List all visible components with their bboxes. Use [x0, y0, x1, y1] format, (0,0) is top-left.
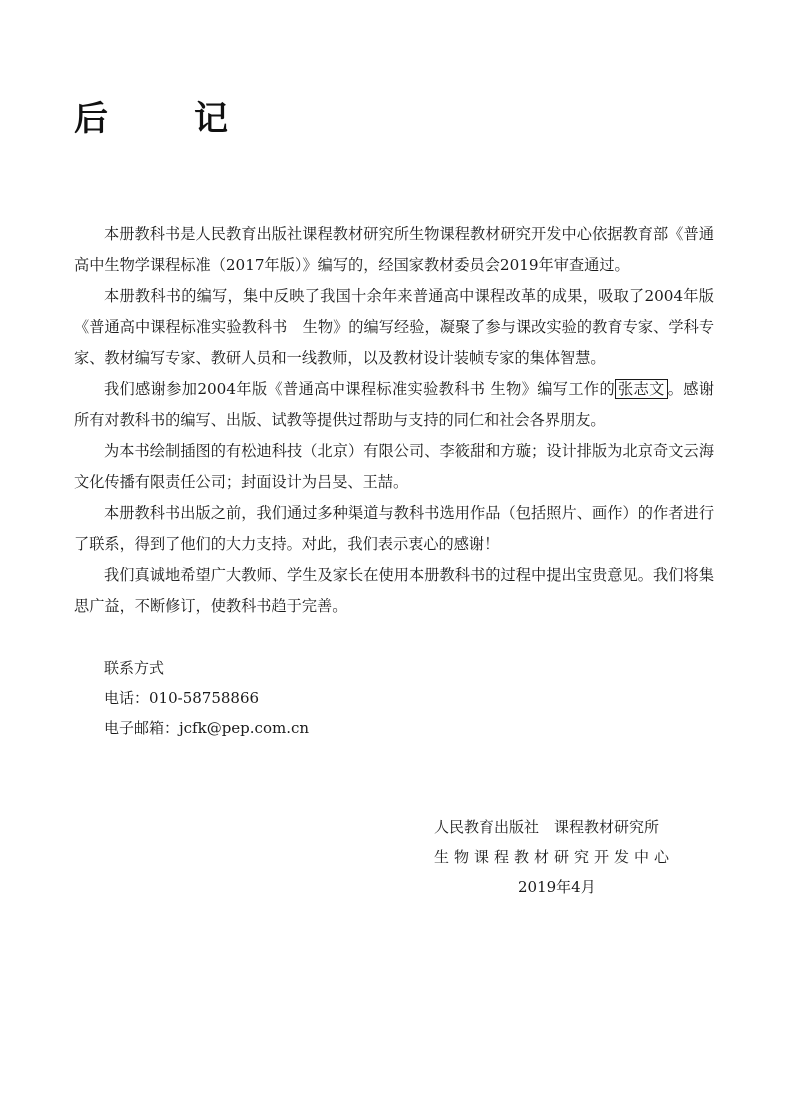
paragraph-3-after: 。感谢所有对教科书的编写、出版、试教等提供过帮助与支持的同仁和社会各界朋友。 — [74, 380, 715, 429]
contact-phone: 电话：010-58758866 — [104, 689, 260, 707]
contact-block — [104, 653, 309, 743]
afterword-body — [74, 219, 714, 622]
paragraph-3 — [74, 374, 714, 436]
contact-heading: 联系方式 — [104, 659, 165, 677]
signature-org-line-1: 人民教育出版社 课程教材研究所 — [434, 818, 660, 836]
contact-email: 电子邮箱：jcfk@pep.com.cn — [104, 719, 310, 737]
signature-org-line-2: 生物课程教材研究开发中心 — [434, 848, 675, 866]
paragraph-4: 为本书绘制插图的有松迪科技（北京）有限公司、李筱甜和方璇；设计排版为北京奇文云海文化传播有限责任公司；封面设计为吕旻、王喆。 — [74, 442, 714, 491]
highlighted-name: 张志文 — [615, 379, 668, 399]
signature-block — [434, 812, 674, 902]
signature-date: 2019年4月 — [518, 878, 596, 896]
paragraph-3-before: 我们感谢参加2004年版《普通高中课程标准实验教科书 生物》编写工作的 — [104, 380, 616, 398]
paragraph-5: 本册教科书出版之前，我们通过多种渠道与教科书选用作品（包括照片、画作）的作者进行了联系，得到了他们的大力支持。对此，我们表示衷心的感谢！ — [74, 504, 714, 553]
page-title: 后 记 — [74, 98, 254, 139]
paragraph-1: 本册教科书是人民教育出版社课程教材研究所生物课程教材研究开发中心依据教育部《普通高中生物学课程标准（2017年版）》编写的，经国家教材委员会2019年审查通过。 — [74, 225, 714, 274]
paragraph-2: 本册教科书的编写，集中反映了我国十余年来普通高中课程改革的成果，吸取了2004年版《普通高中课程标准实验教科书 生物》的编写经验，凝聚了参与课改实验的教育专家、学科专家、教材编写专家、教研人员和一线教师，以及教材设计装帧专家的集体智慧。 — [74, 287, 714, 367]
paragraph-6: 我们真诚地希望广大教师、学生及家长在使用本册教科书的过程中提出宝贵意见。我们将集思广益，不断修订，使教科书趋于完善。 — [74, 566, 714, 615]
